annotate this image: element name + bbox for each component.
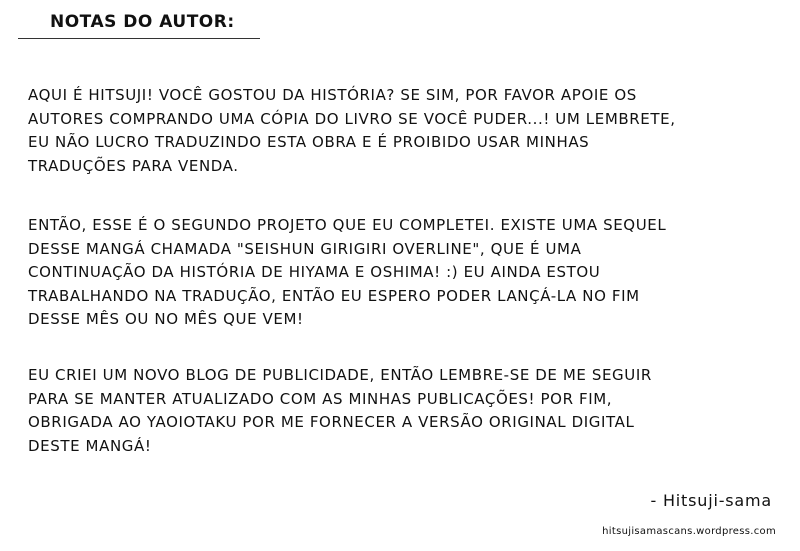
- paragraph-line: AUTORES COMPRANDO UMA CÓPIA DO LIVRO SE VOCÊ PUDER...! UM LEMBRETE,: [28, 109, 676, 128]
- paragraph-line: OBRIGADA AO YAOIOTAKU POR ME FORNECER A VERSÃO ORIGINAL DIGITAL: [28, 413, 635, 431]
- paragraph-line: CONTINUAÇÃO DA HISTÓRIA DE HIYAMA E OSHIMA! :) EU AINDA ESTOU: [28, 263, 601, 281]
- paragraph-line: DESSE MÊS OU NO MÊS QUE VEM!: [28, 310, 304, 328]
- paragraph-line: EU NÃO LUCRO TRADUZINDO ESTA OBRA E É PROIBIDO USAR MINHAS: [28, 133, 590, 151]
- signature: - Hitsuji-sama: [650, 491, 772, 510]
- paragraph-line: TRADUÇÕES PARA VENDA.: [28, 156, 239, 175]
- website-url: hitsujisamascans.wordpress.com: [602, 526, 776, 537]
- paragraph-line: TRABALHANDO NA TRADUÇÃO, ENTÃO EU ESPERO PODER LANÇÁ-LA NO FIM: [28, 286, 640, 305]
- paragraph-line: PARA SE MANTER ATUALIZADO COM AS MINHAS PUBLICAÇÕES! POR FIM,: [28, 389, 613, 408]
- paragraph-project: [28, 214, 768, 332]
- paragraph-line: AQUI É HITSUJI! VOCÊ GOSTOU DA HISTÓRIA? SE SIM, POR FAVOR APOIE OS: [28, 86, 637, 104]
- paragraph-line: EU CRIEI UM NOVO BLOG DE PUBLICIDADE, ENTÃO LEMBRE-SE DE ME SEGUIR: [28, 366, 652, 384]
- paragraph-line: DESSE MANGÁ CHAMADA "SEISHUN GIRIGIRI OVERLINE", QUE É UMA: [28, 239, 582, 258]
- paragraph-greeting: [28, 84, 768, 178]
- title-underline: [18, 38, 260, 39]
- paragraph-line: ENTÃO, ESSE É O SEGUNDO PROJETO QUE EU COMPLETEI. EXISTE UMA SEQUEL: [28, 216, 667, 234]
- paragraph-line: DESTE MANGÁ!: [28, 436, 152, 455]
- page-title: NOTAS DO AUTOR:: [50, 12, 235, 32]
- paragraph-blog: [28, 364, 768, 458]
